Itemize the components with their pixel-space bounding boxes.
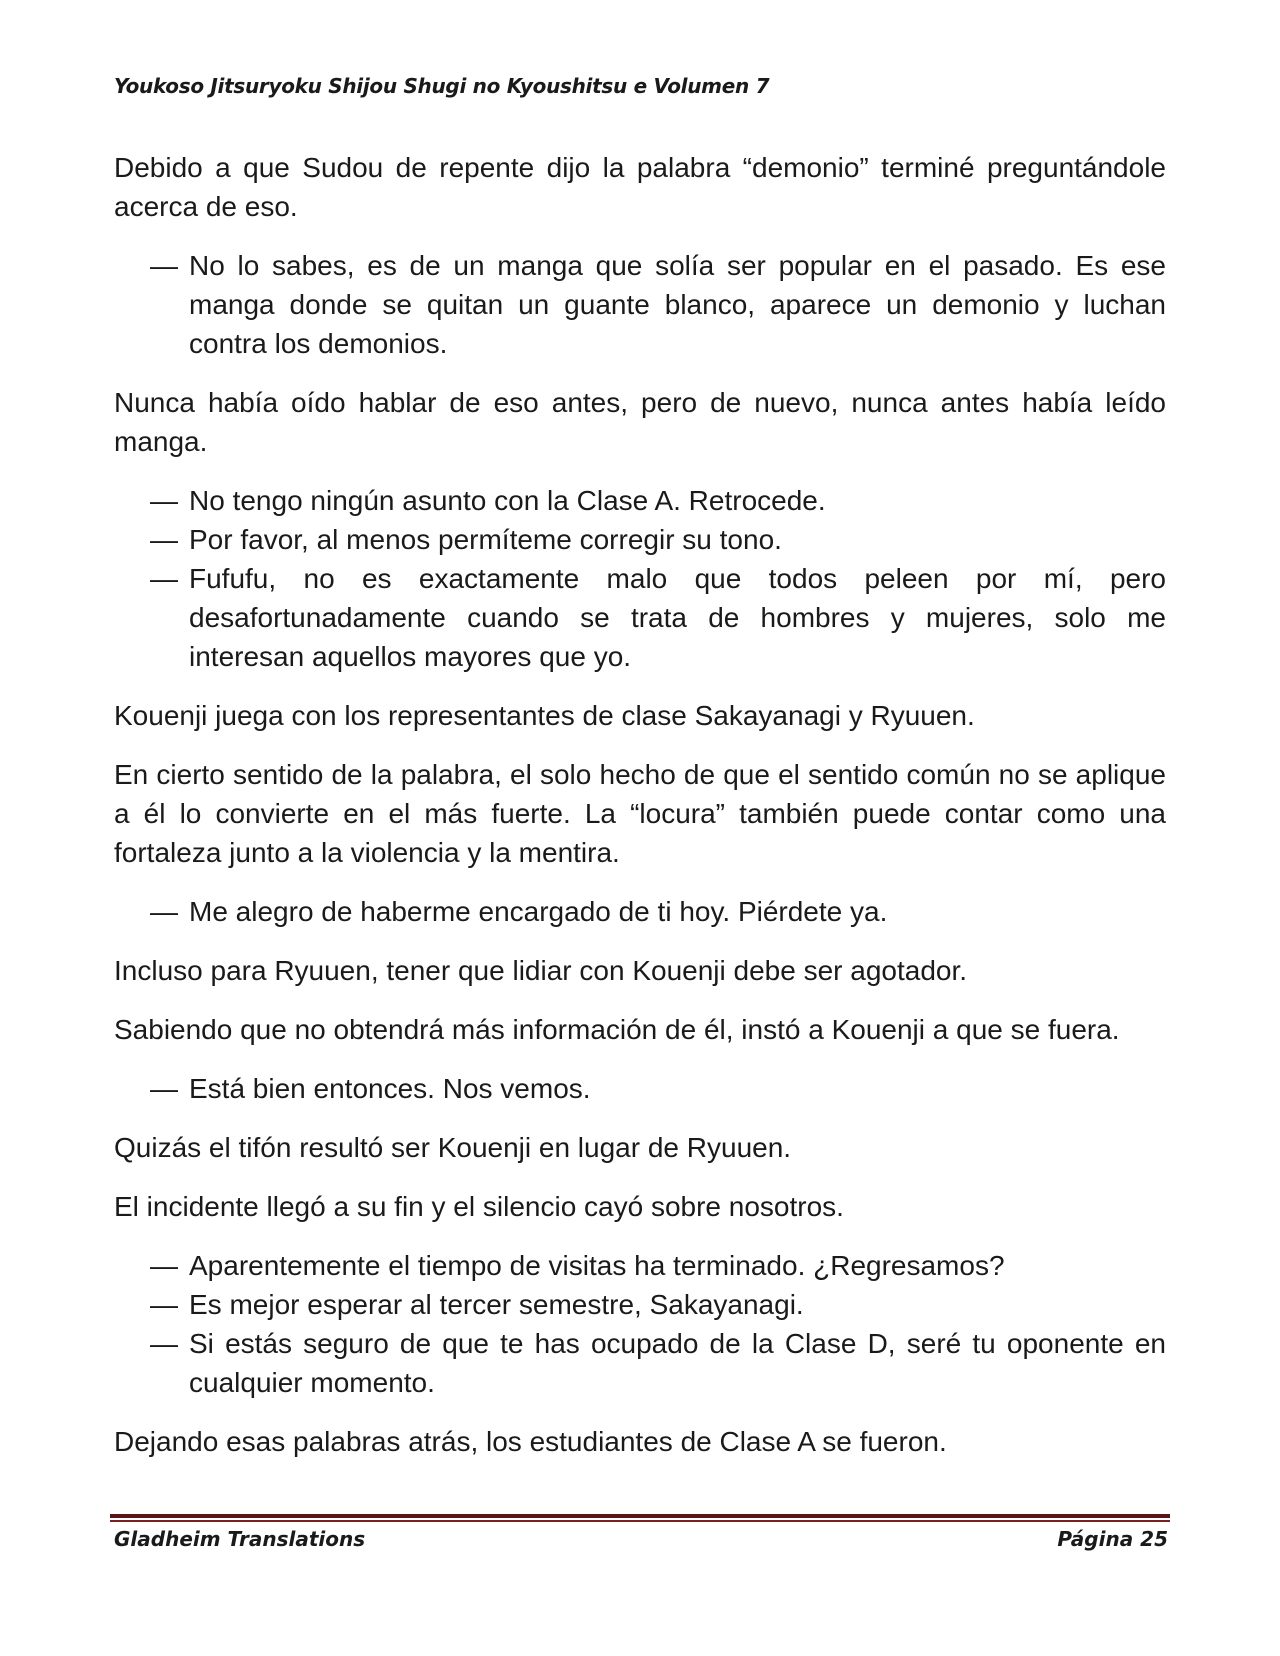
dialogue-dash: — (150, 563, 178, 594)
dialogue-text: Me alegro de haberme encargado de ti hoy. Piérdete ya. (189, 896, 888, 927)
dialogue-text: Fufufu, no es exactamente malo que todos peleen por mí, pero desafortunadamente cuando se trata de hombres y mujeres, solo me interesan aquellos mayores que yo. (189, 563, 1166, 672)
dialogue-text: Por favor, al menos permíteme corregir su tono. (189, 524, 782, 555)
dialogue-text: No tengo ningún asunto con la Clase A. Retrocede. (189, 485, 826, 516)
narration-paragraph: Incluso para Ryuuen, tener que lidiar con Kouenji debe ser agotador. (114, 955, 968, 986)
running-header-title: Youkoso Jitsuryoku Shijou Shugi no Kyoushitsu e Volumen 7 (114, 74, 770, 98)
dialogue-dash: — (150, 1250, 178, 1281)
footer-translator-credit: Gladheim Translations (114, 1527, 366, 1551)
dialogue-text: Si estás seguro de que te has ocupado de la Clase D, seré tu oponente en cualquier momento. (189, 1328, 1166, 1398)
dialogue-text: Está bien entonces. Nos vemos. (189, 1073, 591, 1104)
dialogue-line (114, 892, 1166, 931)
dialogue-text: No lo sabes, es de un manga que solía ser popular en el pasado. Es ese manga donde se quitan un guante blanco, aparece un demonio y luchan contra los demonios. (189, 250, 1166, 359)
dialogue-group (114, 1246, 1166, 1402)
dialogue-dash: — (150, 1289, 178, 1320)
dialogue-dash: — (150, 896, 178, 927)
dialogue-line (114, 481, 1166, 520)
narration-paragraph: Debido a que Sudou de repente dijo la palabra “demonio” terminé preguntándole acerca de eso. (114, 152, 1166, 222)
dialogue-dash: — (150, 524, 178, 555)
narration-paragraph: En cierto sentido de la palabra, el solo hecho de que el sentido común no se aplique a él lo convierte en el más fuerte. La “locura” también puede contar como una fortaleza junto a la violencia y la mentira. (114, 759, 1166, 868)
dialogue-line (114, 246, 1166, 363)
dialogue-text: Aparentemente el tiempo de visitas ha terminado. ¿Regresamos? (189, 1250, 1005, 1281)
dialogue-dash: — (150, 485, 178, 516)
dialogue-group (114, 481, 1166, 676)
dialogue-line (114, 1285, 1166, 1324)
narration-paragraph: Sabiendo que no obtendrá más información de él, instó a Kouenji a que se fuera. (114, 1014, 1120, 1045)
narration-paragraph: Dejando esas palabras atrás, los estudiantes de Clase A se fueron. (114, 1426, 947, 1457)
body-text (114, 148, 1166, 1481)
dialogue-line (114, 1246, 1166, 1285)
dialogue-line (114, 520, 1166, 559)
footer-divider-thin (110, 1520, 1170, 1522)
dialogue-dash: — (150, 1328, 178, 1359)
narration-paragraph: Kouenji juega con los representantes de clase Sakayanagi y Ryuuen. (114, 700, 975, 731)
dialogue-dash: — (150, 1073, 178, 1104)
dialogue-group (114, 892, 1166, 931)
dialogue-line (114, 1069, 1166, 1108)
narration-paragraph: El incidente llegó a su fin y el silencio cayó sobre nosotros. (114, 1191, 844, 1222)
dialogue-text: Es mejor esperar al tercer semestre, Sakayanagi. (189, 1289, 804, 1320)
dialogue-dash: — (150, 250, 178, 281)
narration-paragraph: Nunca había oído hablar de eso antes, pero de nuevo, nunca antes había leído manga. (114, 387, 1166, 457)
footer-divider-thick (110, 1514, 1170, 1518)
dialogue-group (114, 1069, 1166, 1108)
dialogue-group (114, 246, 1166, 363)
footer-divider (110, 1514, 1170, 1522)
dialogue-line (114, 1324, 1166, 1402)
footer-page-number: Página 25 (1057, 1527, 1168, 1551)
narration-paragraph: Quizás el tifón resultó ser Kouenji en lugar de Ryuuen. (114, 1132, 792, 1163)
dialogue-line (114, 559, 1166, 676)
